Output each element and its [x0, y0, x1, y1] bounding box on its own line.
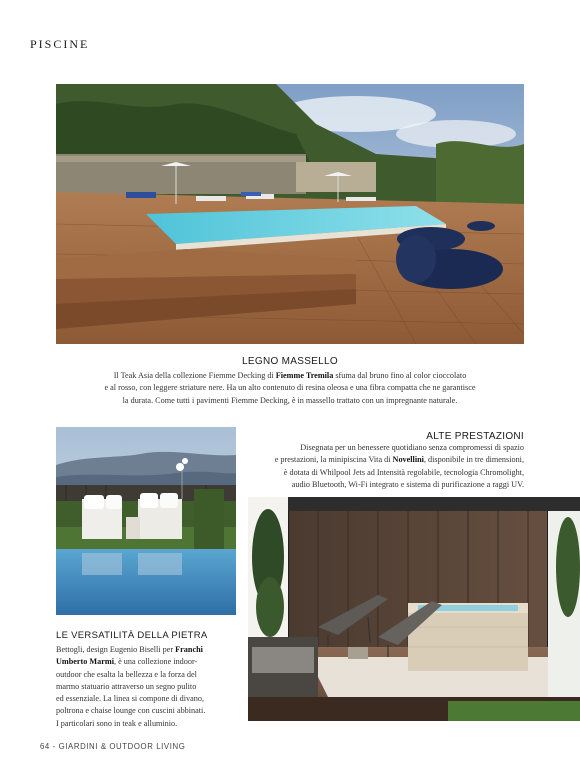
alte-prestazioni-body	[244, 442, 524, 492]
legno-line-2: e al rosso, con leggere striature nere. Ha un alto contenuto di resina oleosa e una fibra compatta che ne garantisce	[104, 383, 476, 393]
versa-line-6: poltrona e chaise lounge con cuscini abbinati.	[56, 706, 206, 716]
versa-line-4: marmo statuario attraverso un segno pulito	[56, 681, 197, 691]
minipool-spa-photo	[248, 497, 580, 721]
legno-line-1: Il Teak Asia della collezione Fiemme Decking di Fiemme Tremila sfuma dal bruno fino al color cioccolato	[113, 371, 467, 380]
versa-line-5: ed essenziale. La linea si compone di divano,	[56, 694, 205, 704]
stone-furniture-photo	[56, 427, 236, 615]
alte-line-2: e prestazioni, la minipiscina Vita di Novellini, disponibile in tre dimensioni,	[274, 455, 524, 465]
versa-line-7: I particolari sono in teak e alluminio.	[56, 718, 178, 728]
versatilita-pietra-body	[56, 644, 252, 730]
legno-massello-body	[64, 370, 516, 407]
section-label: PISCINE	[30, 37, 90, 51]
pool-deck-photo	[56, 84, 524, 344]
alte-line-3: è dotata di Whilpool Jets ad Intensità regolabile, tecnologia Chromolight,	[283, 467, 524, 477]
legno-line-3: la durata. Come tutti i pavimenti Fiemme Decking, è in massello trattato con un impregnante naturale.	[122, 395, 458, 405]
alte-prestazioni-title: ALTE PRESTAZIONI	[426, 431, 524, 442]
versa-line-2: Umberto Marmi, è una collezione indoor-	[56, 657, 198, 667]
alte-line-4: audio Bluetooth, Wi-Fi integrato e sistema di purificazione a raggi UV.	[291, 480, 524, 490]
alte-line-1: Disegnata per un benessere quotidiano senza compromessi di spazio	[300, 443, 524, 452]
versatilita-pietra-title: LE VERSATILITÀ DELLA PIETRA	[56, 630, 208, 641]
versa-line-3: outdoor che esalta la bellezza e la forza del	[56, 669, 197, 679]
versa-line-1: Bettogli, design Eugenio Biselli per Franchi	[56, 645, 203, 654]
page-footer: 64 - GIARDINI & OUTDOOR LIVING	[40, 742, 186, 751]
legno-massello-title: LEGNO MASSELLO	[242, 356, 338, 367]
